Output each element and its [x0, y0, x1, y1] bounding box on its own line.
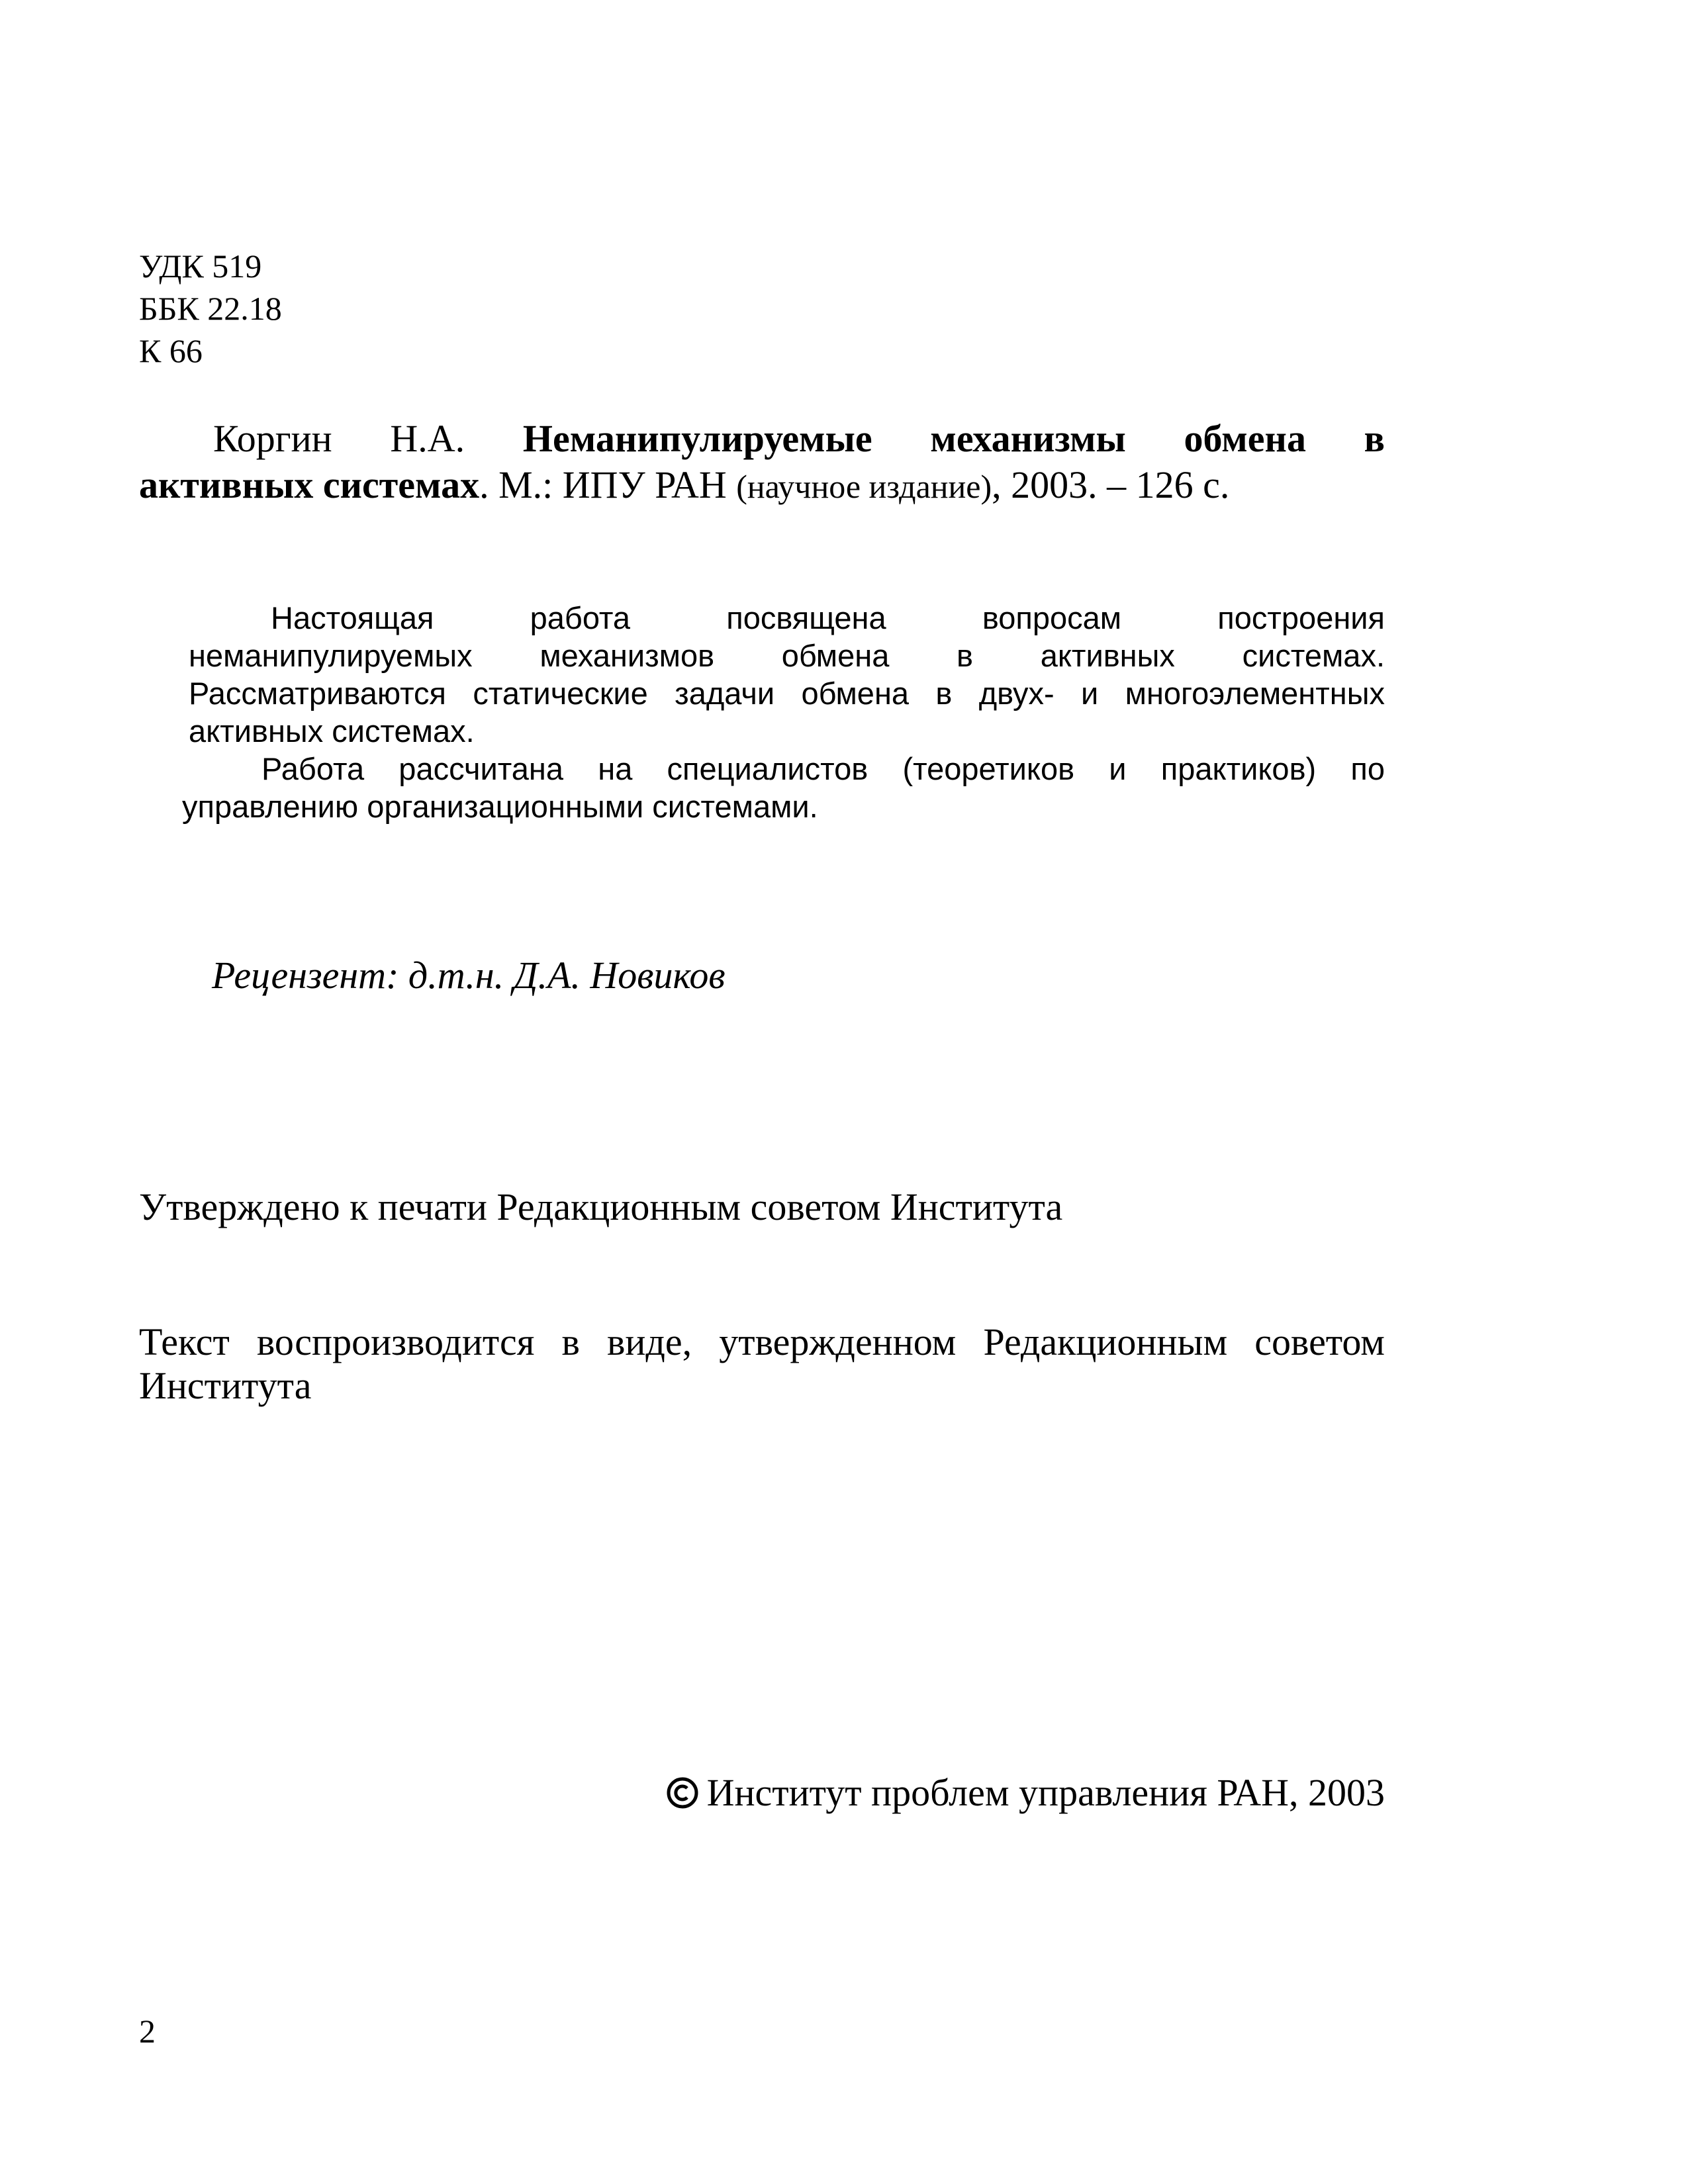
author-sign: К 66 [139, 332, 203, 369]
book-title-part-1: Неманипулируемые механизмы обмена в [522, 417, 1385, 460]
year-pages: , 2003. – 126 с. [992, 463, 1230, 506]
annotation-line: Работа рассчитана на специалистов (теоретиков и практиков) по [261, 751, 1385, 786]
annotation-paragraph-1 [189, 599, 1385, 750]
approval-note: Утверждено к печати Редакционным советом Института [139, 1185, 1063, 1228]
copyright-text: Институт проблем управления РАН, 2003 [706, 1771, 1385, 1814]
classification-block [139, 245, 282, 372]
annotation [182, 599, 1385, 825]
annotation-line: Настоящая работа посвящена вопросам построения [271, 600, 1385, 635]
biblio-line-1 [139, 416, 1385, 462]
bibliographic-description [139, 416, 1385, 510]
reproduction-note [139, 1320, 1385, 1408]
book-title-part-2: активных системах [139, 463, 480, 506]
edition-note: (научное издание) [736, 468, 992, 505]
reproduction-line-2: Института [139, 1364, 312, 1407]
annotation-paragraph-2 [182, 750, 1385, 825]
udk-code: УДК 519 [139, 248, 262, 285]
bbk-code: ББК 22.18 [139, 290, 282, 327]
copyright-icon [666, 1776, 699, 1809]
reviewer: Рецензент: д.т.н. Д.А. Новиков [212, 954, 726, 997]
reproduction-line-1: Текст воспроизводится в виде, утвержденном Редакционным советом [139, 1320, 1385, 1363]
copyright-notice [666, 1770, 1385, 1815]
page-number: 2 [139, 2013, 156, 2050]
author-name: Коргин Н.А. [213, 417, 465, 460]
annotation-line: неманипулируемых механизмов обмена в активных системах. [189, 638, 1385, 673]
publisher: . М.: ИПУ РАН [479, 463, 727, 506]
annotation-line: активных системах. [189, 713, 475, 749]
annotation-line: управлению организационными системами. [182, 789, 818, 824]
annotation-line: Рассматриваются статические задачи обмена в двух- и многоэлементных [189, 676, 1385, 711]
biblio-line-2 [139, 462, 1385, 510]
